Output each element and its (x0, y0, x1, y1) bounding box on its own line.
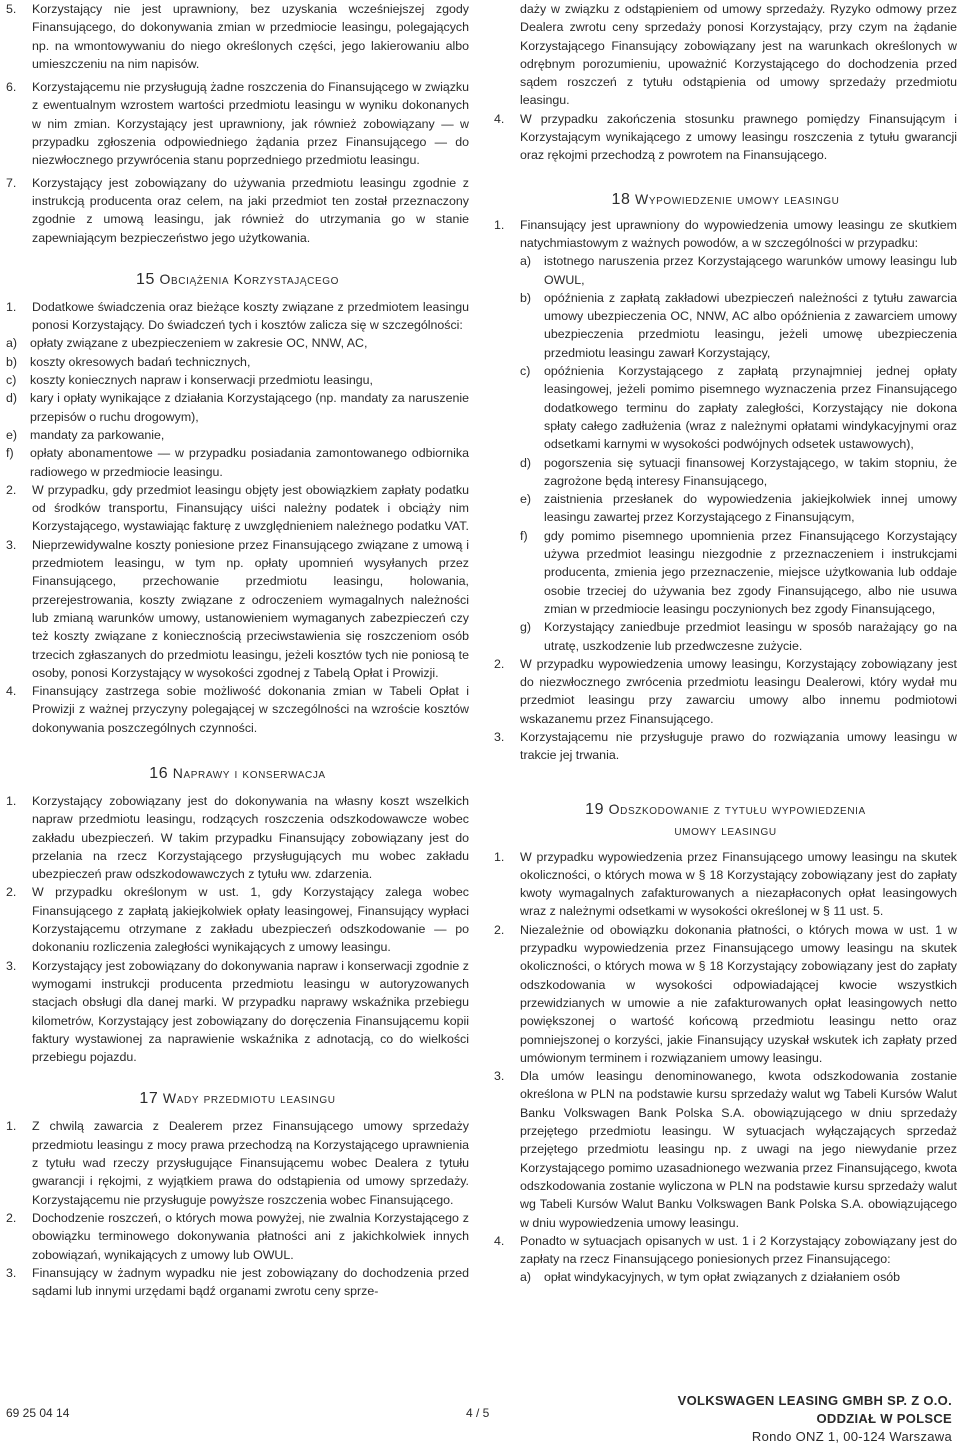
clause-text: Nieprzewidywalne koszty poniesione przez Finansującego związane z umową i przedmiotem leasingu, w tym np. opłaty upomnień wysyłanych przez Finansującego, przechowanie przedmiotu leasingu, holowania, przerejestrowania, koszty związane z odroczeniem wymagalnych należności lub zmianą warunków umowy, ustanowieniem wymaganych zabezpieczeń czy też koszty związane z koniecznością przeciwstawienia się roszczeniom osób trzecich zgłaszanych do przedmiotu leasingu, jeżeli kosztów tych nie poniosą te osoby, ponosi Korzystający w wysokości zgodnej z Tabelą Opłat i Prowizji. (32, 537, 469, 680)
subitem-text: opłat windykacyjnych, w tym opłat związanych z działaniem osób (544, 1270, 901, 1285)
section-15-clause-4 (6, 682, 469, 737)
clause-text: W przypadku wypowiedzenia umowy leasingu, Korzystający zobowiązany jest do niezwłocznego zwrócenia przedmiotu leasingu Dealerowi, który wydał mu przedmiot leasingu przy zawarciu umowy albo innemu podmiotowi wskazanemu przez Finansującego. (520, 656, 957, 726)
right-column (494, 0, 957, 1287)
section-19-subitems (520, 1268, 957, 1286)
section-17-clause-3-continuation (494, 0, 957, 110)
subitem-letter: a) (520, 254, 532, 269)
subitem-text: istotnego naruszenia przez Korzystającego warunków umowy leasingu lub OWUL, (544, 254, 957, 287)
section-15-number: 15 (135, 270, 155, 288)
clause-number: 2. (494, 656, 505, 671)
section-16-clause-1 (6, 792, 469, 883)
section-15-subitems (6, 334, 469, 480)
subitem-letter: c) (520, 364, 531, 379)
subitem-text: opóźnienia Korzystającego z zapłatą przynajmniej jednej opłaty leasingowej, jeżeli pomimo pisemnego wyznaczenia przez Finansującego dodatkowego terminu do zapłaty zaległości, Korzystający nie dokona spłaty całego zadłużenia (wraz z należnymi opłatami windykacyjnymi oraz odsetkami karnymi w wysokości podwójnych odsetek ustawowych), (544, 364, 957, 452)
subitem-letter: a) (6, 336, 18, 351)
subitem-letter: e) (520, 492, 532, 507)
clause-text: W przypadku, gdy przedmiot leasingu objęty jest obowiązkiem zapłaty podatku od środków transportu, Finansujący uiści należny podatek i obciąży nim Korzystającego, wystawiając fakturę z uwzględnieniem należnego podatku VAT. (32, 482, 469, 534)
company-name: VOLKSWAGEN LEASING GMBH SP. Z O.O. (677, 1393, 952, 1408)
clause-number: 2. (6, 885, 17, 900)
section-19-clause-2 (494, 921, 957, 1067)
subitem-e (6, 426, 469, 444)
section-17-clause-1 (6, 1117, 469, 1208)
section-18-subitems (520, 252, 957, 655)
clause-text: Finansujący jest uprawniony do wypowiedzenia umowy leasingu ze skutkiem natychmiastowym z ważnych powodów, a w szczególności w przypadku: (520, 217, 957, 250)
section-16-clause-3 (6, 957, 469, 1067)
left-column (6, 0, 469, 1300)
clause-text: Z chwilą zawarcia z Dealerem przez Finansującego umowy sprzedaży przedmiotu leasingu z mocy prawa przechodzą na Korzystającego uprawnienia z tytułu wad rzeczy przysługujące Finansującemu wobec Dealera z tytułu gwarancji i rękojmi, z wyjątkiem prawa do odstąpienia od umowy sprzedaży. Korzystającemu nie przysługuje powyższe roszczenia wobec Finansującego. (32, 1119, 469, 1207)
section-16-title: Naprawy i konserwacja (172, 764, 326, 781)
subitem-letter: b) (6, 354, 18, 369)
section-18-heading (494, 189, 957, 210)
subitem-letter: d) (520, 455, 532, 470)
clause-number: 7. (6, 175, 17, 190)
clause-number: 3. (6, 958, 17, 973)
company-footer (678, 1392, 952, 1446)
section-19-clause-3 (494, 1067, 957, 1232)
subitem-text: Korzystający zaniedbuje przedmiot leasingu w sposób narażający go na utratę, uszkodzenie lub przedwczesne zużycie. (544, 620, 957, 653)
section-15-clause-2 (6, 481, 469, 536)
clause-text: daży w związku z odstąpieniem od umowy sprzedaży. Ryzyko odmowy przez Dealera zwrotu ceny sprzedaży ponosi Korzystający, przy czym na żądanie Korzystającego Finansujący zobowiązany jest na warunkach określonych w odrębnym porozumieniu, upoważnić Korzystającego do dochodzenia przed sądem roszczeń z tytułu odstąpienia od umowy sprzedaży przedmiotu leasingu. (520, 2, 957, 108)
clause-text: Finansujący w żadnym wypadku nie jest zobowiązany do dochodzenia przed sądami lub innymi urzędami bądź organami zwrotu ceny sprze- (32, 1265, 469, 1299)
clause-7 (6, 174, 469, 247)
subitem-f (520, 527, 957, 618)
clause-number: 3. (6, 1265, 17, 1280)
section-16-heading (6, 763, 469, 784)
section-16-number: 16 (149, 764, 169, 782)
section-19-clause-4 (494, 1232, 957, 1269)
section-19-title-line-2: umowy leasingu (674, 821, 777, 838)
subitem-c (520, 362, 957, 453)
clause-text: Dochodzenie roszczeń, o których mowa powyżej, nie zwalnia Korzystającego z obowiązku terminowego dokonywania płatności ani z jakichkolwiek innych zobowiązań, wynikających z umowy lub OWUL. (32, 1210, 469, 1262)
section-15-heading (6, 269, 469, 290)
section-18-clause-2 (494, 655, 957, 728)
section-19-clause-1 (494, 848, 957, 921)
clause-number: 6. (6, 80, 17, 95)
subitem-letter: f) (520, 528, 528, 543)
subitem-text: kary i opłaty wynikające z działania Korzystającego (np. mandaty za naruszenie przepisów o ruchu drogowym), (30, 391, 469, 424)
page-number: 4 / 5 (466, 1406, 490, 1420)
clause-number: 2. (6, 1210, 17, 1225)
subitem-letter: f) (6, 446, 14, 461)
clause-text: W przypadku określonym w ust. 1, gdy Korzystający zalega wobec Finansującego z zapłatą jakiejkolwiek opłaty leasingowej, Finansujący wypłaci Korzystającemu otrzymane z zakładu ubezpieczeń odszkodowanie — po dokonaniu rozliczenia zaległości wynikających z umowy leasingu. (32, 885, 469, 955)
subitem-text: opłaty abonamentowe — w przypadku posiadania zamontowanego odbiornika radiowego w przedmiocie leasingu. (30, 446, 469, 479)
clause-number: 1. (6, 1119, 17, 1134)
clause-text: W przypadku zakończenia stosunku prawnego pomiędzy Finansującym i Korzystającym wynikającego z umowy leasingu roszczenia z tytułu gwarancji oraz rękojmi przechodzą z powrotem na Finansującego. (520, 111, 957, 163)
subitem-text: gdy pomimo pisemnego upomnienia przez Finansującego Korzystający używa przedmiot leasingu niezgodnie z przeznaczeniem i instrukcjami producenta, zmienia jego przeznaczenie, miejsce użytkowania lub oddaje osobie trzeciej do używania bez zgody Finansującego, albo nie usuwa zmian w przedmiocie leasingu poczynionych bez zgody Finansującego, (544, 528, 957, 616)
subitem-text: zaistnienia przesłanek do wypowiedzenia jakiejkolwiek innej umowy leasingu zawartej przez Korzystającego z Finansującym, (544, 492, 957, 525)
section-19-number: 19 (585, 800, 605, 818)
clause-text: Korzystający jest zobowiązany do dokonywania napraw i konserwacji zgodnie z wymogami instrukcji producenta przedmiotu leasingu w autoryzowanych stacjach obsługi dla danej marki. W przypadku naprawy wskaźnika przebiegu kilometrów, Korzystający jest zobowiązany do doręczenia Finansującemu kopii faktury wystawionej za naprawienie wskaźnika z adnotacją, co do wielkości przebiegu pojazdu. (32, 958, 469, 1065)
section-15-clause-3 (6, 536, 469, 682)
section-18-clause-3 (494, 728, 957, 765)
subitem-letter: b) (520, 290, 532, 305)
subitem-b (6, 353, 469, 371)
clause-number: 1. (494, 217, 505, 232)
subitem-g (520, 618, 957, 655)
clause-number: 3. (494, 729, 505, 744)
section-17-clause-4 (494, 110, 957, 165)
clause-text: Korzystający jest zobowiązany do używania przedmiotu leasingu zgodnie z instrukcją producenta oraz celem, na jaki przedmiot ten został przeznaczony zgodnie z umową leasingu, jak również do utrzymania go w stanie zapewniającym bezpieczeństwo jego użytkowania. (32, 175, 469, 245)
clause-number: 5. (6, 2, 17, 16)
subitem-text: pogorszenia się sytuacji finansowej Korzystającego, w takim stopniu, że zagrożone będą interesy Finansującego, (544, 455, 957, 488)
section-15-title: Obciążenia Korzystającego (159, 270, 339, 287)
clause-text: Ponadto w sytuacjach opisanych w ust. 1 i 2 Korzystający zobowiązany jest do zapłaty na rzecz Finansującego poniesionych przez Finansującego: (520, 1233, 957, 1267)
clause-6 (6, 78, 469, 169)
subitem-letter: c) (6, 373, 17, 388)
subitem-letter: e) (6, 427, 18, 442)
subitem-d (520, 454, 957, 491)
subitem-letter: a) (520, 1270, 532, 1285)
subitem-letter: d) (6, 391, 18, 406)
section-17-title: Wady przedmiotu leasingu (162, 1090, 336, 1107)
section-18-number: 18 (611, 190, 631, 208)
section-18-clause-1 (494, 216, 957, 253)
section-16-clause-2 (6, 883, 469, 956)
clause-text: Korzystającemu nie przysługują żadne roszczenia do Finansującego w związku z ewentualnym wzrostem wartości przedmiotu leasingu w wyniku dokonanych w nim zmian. Korzystający jest uprawniony, jak również zobowiązany — w przypadku zgłoszenia odpowiedniego żądania przez Finansującego — do niezwłocznego przywrócenia stanu poprzedniego przedmiotu leasingu. (32, 80, 469, 168)
section-15-clause-1 (6, 298, 469, 335)
clause-text: Korzystającemu nie przysługuje prawo do rozwiązania umowy leasingu w trakcie jej trwania. (520, 729, 957, 763)
clause-text: W przypadku wypowiedzenia przez Finansującego umowy leasingu na skutek okoliczności, o których mowa w § 18 Korzystający zobowiązany jest do zapłaty kwoty wymagalnych zafakturowanych a niezapłaconych opłat leasingowych wraz z należnymi odsetkami w wysokości określonej w § 11 ust. 5. (520, 849, 957, 919)
subitem-text: koszty koniecznych napraw i konserwacji przedmiotu leasingu, (30, 373, 373, 388)
clause-number: 4. (6, 684, 17, 699)
section-19-title-line-1: Odszkodowanie z tytułu wypowiedzenia (608, 800, 866, 817)
clause-number: 2. (494, 922, 505, 937)
company-branch: ODDZIAŁ W POLSCE (816, 1411, 952, 1426)
clause-text: Niezależnie od obowiązku dokonania płatności, o których mowa w ust. 1 w przypadku wypowiedzenia przez Finansującego umowy leasingu na skutek okoliczności, o których mowa w § 18 Korzystający zobowiązany jest do zapłaty odszkodowania w wysokości odpowiadającej kwocie wszystkich przewidzianych w umowie a nie zafakturowanych opłat leasingowych netto powiększonej o wartość końcową przedmiotu leasingu netto oraz pomniejszonej o korzyści, jakie Finansujący uzyskał wskutek ich zapłaty przed umówionym terminem i rozwiązaniem umowy leasingu. (520, 922, 957, 1065)
clause-number: 1. (494, 849, 505, 864)
section-17-clause-3 (6, 1264, 469, 1301)
section-19-heading (494, 799, 957, 840)
subitem-text: koszty okresowych badań technicznych, (30, 354, 251, 369)
section-17-heading (6, 1088, 469, 1109)
subitem-text: mandaty za parkowanie, (30, 427, 165, 442)
clause-text: Korzystający zobowiązany jest do dokonywania na własny koszt wszelkich napraw przedmiotu leasingu, rodzących roszczenia odszkodowawcze wobec zakładu ubezpieczeń. W takim przypadku Finansujący zobowiązany jest do przelania na rzecz Korzystającego przysługujących mu wobec zakładu ubezpieczeń praw odszkodowawczych z tytułu ww. zdarzenia. (32, 793, 469, 882)
subitem-text: opłaty związane z ubezpieczeniem w zakresie OC, NNW, AC, (30, 336, 368, 351)
subitem-f (6, 444, 469, 481)
clause-number: 1. (6, 299, 17, 314)
clause-text: Dodatkowe świadczenia oraz bieżące koszty związane z przedmiotem leasingu ponosi Korzystający. Do świadczeń tych i kosztów zalicza się w szczególności: (32, 299, 469, 333)
clause-text: Korzystający nie jest uprawniony, bez uzyskania wcześniejszej zgody Finansującego, do dokonywania zmian w przedmiocie leasingu, polegających np. na wmontowywaniu do niego określonych części, jego lakierowaniu albo umieszczeniu na nim napisów. (32, 2, 469, 71)
subitem-d (6, 389, 469, 426)
clause-number: 4. (494, 1233, 505, 1248)
clause-number: 3. (494, 1069, 505, 1084)
subitem-a (6, 334, 469, 352)
subitem-text: opóźnienia z zapłatą zakładowi ubezpieczeń należności z tytułu zawarcia umowy ubezpieczenia OC, NNW, AC albo opóźnienia z zawarciem umowy ubezpieczenia przedmiotu leasingu, jeżeli umowę ubezpieczenia przedmiotu leasingu zawarł Korzystający, (544, 290, 957, 360)
document-code: 69 25 04 14 (6, 1406, 70, 1420)
subitem-e (520, 490, 957, 527)
subitem-a (520, 1268, 957, 1286)
clause-text: Finansujący zastrzega sobie możliwość dokonania zmian w Tabeli Opłat i Prowizji z ważnej przyczyny polegającej w szczególności na wzroście kosztów dokonywania poszczególnych czynności. (32, 684, 469, 735)
subitem-letter: g) (520, 620, 532, 635)
company-address: Rondo ONZ 1, 00-124 Warszawa (751, 1429, 952, 1444)
subitem-c (6, 371, 469, 389)
subitem-b (520, 289, 957, 362)
section-18-title: Wypowiedzenie umowy leasingu (635, 190, 840, 207)
clause-number: 4. (494, 111, 505, 126)
clause-number: 1. (6, 793, 17, 808)
clause-number: 3. (6, 537, 17, 552)
subitem-a (520, 252, 957, 289)
section-17-clause-2 (6, 1209, 469, 1264)
clause-5 (6, 0, 469, 73)
clause-text: Dla umów leasingu denominowanego, kwota odszkodowania zostanie określona w PLN na podstawie kursu sprzedaży walut wg Tabeli Kursów Walut Banku Volkswagen Bank Polska S.A. obowiązującego w dniu sprzedaży przejętego przedmiotu leasingu. W sytuacjach wyłączających sprzedaż przejętego przedmiotu leasingu np. z uwagi na jego niewydanie przez Korzystającego pomimo uzasadnionego wezwania przez Finansującego, kwota odszkodowania zostanie wyliczona w PLN na podstawie kursu sprzedaży walut wg Tabeli Kursów Walut Banku Volkswagen Bank Polska S.A. obowiązującego w dniu wypowiedzenia umowy leasingu. (520, 1069, 957, 1230)
clause-number: 2. (6, 482, 17, 497)
section-17-number: 17 (139, 1090, 159, 1108)
